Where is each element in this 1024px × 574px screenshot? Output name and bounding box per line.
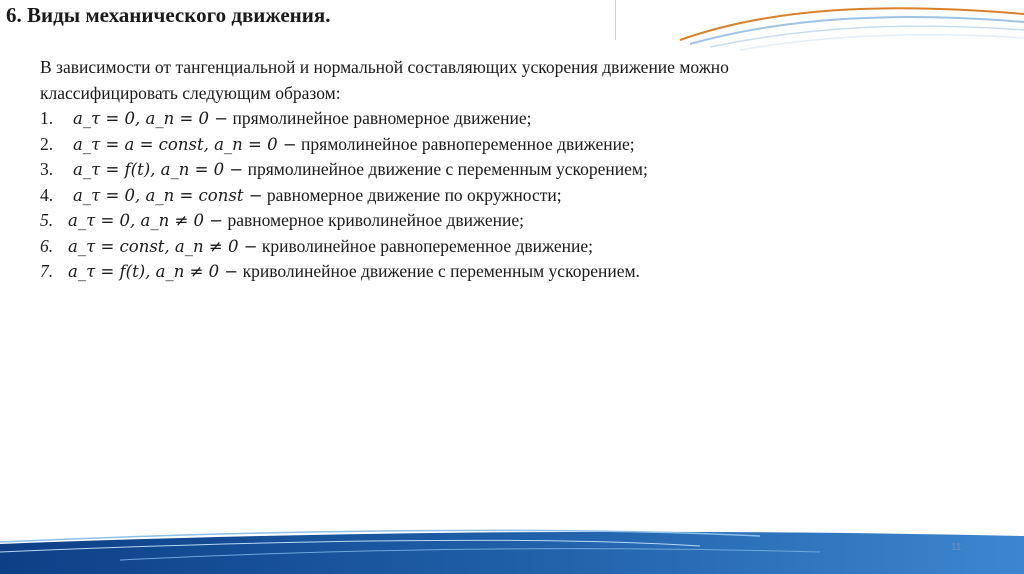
item-number: 5. — [40, 210, 54, 230]
slide-title: 6. Виды механического движения. — [6, 3, 331, 27]
content-body — [40, 55, 910, 285]
intro-line: классифицировать следующим образом: — [40, 82, 341, 103]
item-number: 2. — [40, 133, 54, 154]
list-item — [40, 183, 910, 209]
page-number: 11 — [951, 542, 962, 553]
decorative-swoosh-top — [650, 0, 1024, 60]
intro-line: В зависимости от тангенциальной и нормальной составляющих ускорения движение можно — [40, 57, 729, 77]
list-item — [40, 234, 910, 260]
item-formula: a_τ = 0, a_n = const − — [73, 185, 263, 205]
list-item — [40, 208, 910, 234]
item-formula: a_τ = 0, a_n ≠ 0 − — [68, 211, 224, 230]
item-text: криволинейное равнопеременное движение; — [261, 235, 593, 256]
title-divider — [615, 0, 616, 40]
item-formula: a_τ = 0, a_n = 0 − — [73, 109, 229, 128]
item-number: 3. — [40, 159, 54, 179]
decorative-footer-swoosh — [0, 522, 1024, 574]
list-item — [40, 259, 910, 285]
list-item — [40, 106, 910, 132]
item-number: 4. — [40, 184, 54, 205]
item-text: криволинейное движение с переменным ускорением. — [242, 261, 640, 281]
item-number: 7. — [40, 261, 54, 281]
item-number: 1. — [40, 108, 54, 128]
item-formula: a_τ = const, a_n ≠ 0 − — [68, 236, 258, 256]
list-item — [40, 157, 910, 183]
item-text: равномерное криволинейное движение; — [227, 210, 524, 230]
item-number: 6. — [40, 235, 54, 256]
item-text: прямолинейное равнопеременное движение; — [301, 133, 635, 154]
item-text: равномерное движение по окружности; — [266, 184, 562, 205]
item-text: прямолинейное равномерное движение; — [232, 108, 532, 128]
item-formula: a_τ = f(t), a_n = 0 − — [73, 160, 244, 179]
list-item — [40, 132, 910, 158]
item-text: прямолинейное движение с переменным ускорением; — [247, 159, 648, 179]
item-formula: a_τ = f(t), a_n ≠ 0 − — [68, 262, 239, 281]
item-formula: a_τ = a = const, a_n = 0 − — [73, 134, 297, 154]
